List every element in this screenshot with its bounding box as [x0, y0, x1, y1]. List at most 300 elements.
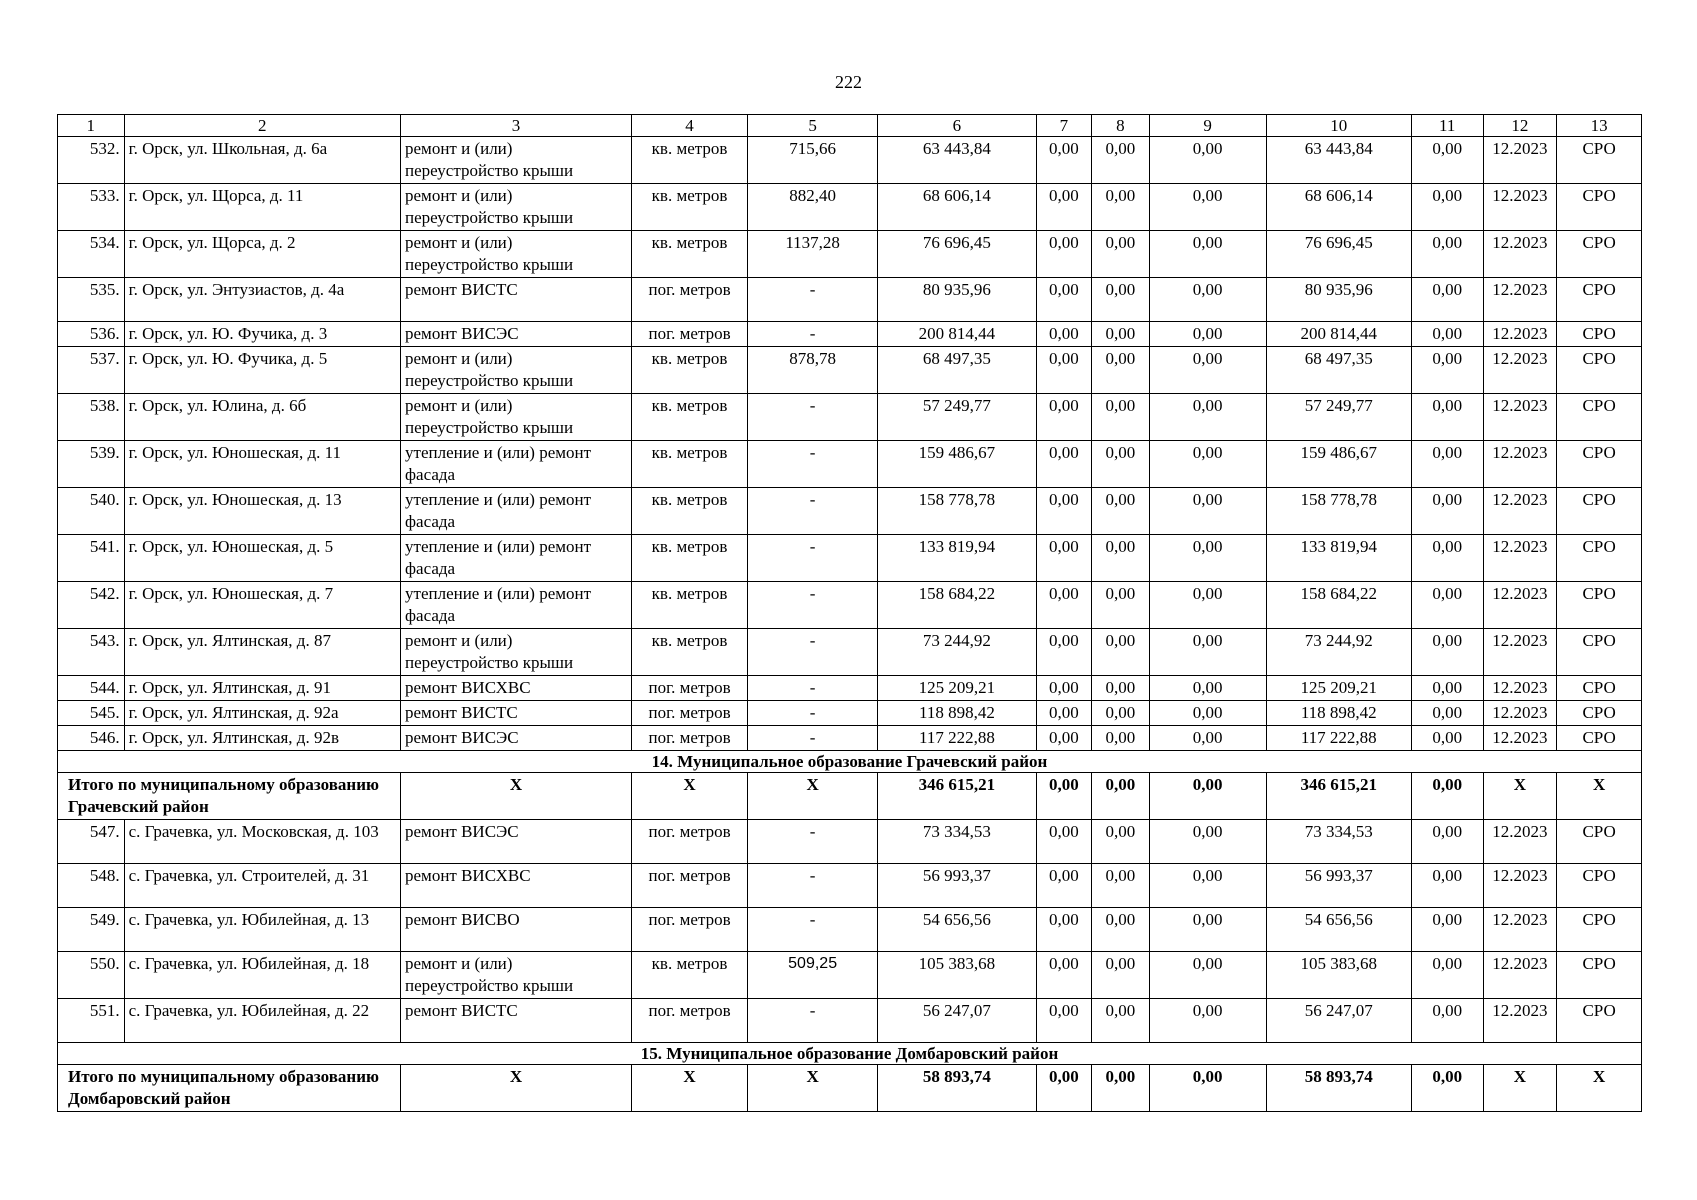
cell-address: г. Орск, ул. Юношеская, д. 13 [124, 488, 400, 535]
cell-deadline: 12.2023 [1483, 726, 1557, 751]
cell-work-type: ремонт ВИСХВС [401, 864, 632, 908]
cell-row-number: 538. [58, 394, 125, 441]
cell-fund-other: 0,00 [1411, 676, 1483, 701]
total-fund-other: 0,00 [1411, 773, 1483, 820]
column-number-2: 2 [124, 115, 400, 137]
cell-work-type: утепление и (или) ремонт фасада [401, 535, 632, 582]
cell-deadline: 12.2023 [1483, 231, 1557, 278]
cell-total-cost: 158 778,78 [878, 488, 1036, 535]
cell-deadline: 12.2023 [1483, 676, 1557, 701]
column-number-11: 11 [1411, 115, 1483, 137]
cell-deadline: 12.2023 [1483, 488, 1557, 535]
table-row [58, 999, 1642, 1043]
total-quantity: X [748, 773, 878, 820]
cell-method: СРО [1557, 676, 1642, 701]
cell-fund-mun: 0,00 [1149, 676, 1266, 701]
cell-fund-owners: 57 249,77 [1266, 394, 1411, 441]
cell-fund-reg: 0,00 [1092, 488, 1150, 535]
cell-address: с. Грачевка, ул. Строителей, д. 31 [124, 864, 400, 908]
cell-row-number: 545. [58, 701, 125, 726]
cell-quantity: - [748, 488, 878, 535]
cell-fund-owners: 56 993,37 [1266, 864, 1411, 908]
cell-fund-other: 0,00 [1411, 231, 1483, 278]
cell-fund-mun: 0,00 [1149, 535, 1266, 582]
cell-fund-owners: 63 443,84 [1266, 137, 1411, 184]
cell-deadline: 12.2023 [1483, 347, 1557, 394]
cell-fund-fed: 0,00 [1036, 952, 1091, 999]
cell-method: СРО [1557, 629, 1642, 676]
cell-deadline: 12.2023 [1483, 864, 1557, 908]
cell-row-number: 549. [58, 908, 125, 952]
cell-fund-mun: 0,00 [1149, 137, 1266, 184]
total-total-cost: 346 615,21 [878, 773, 1036, 820]
cell-deadline: 12.2023 [1483, 582, 1557, 629]
cell-deadline: 12.2023 [1483, 137, 1557, 184]
cell-work-type: ремонт ВИСЭС [401, 726, 632, 751]
cell-quantity: 1137,28 [748, 231, 878, 278]
cell-fund-mun: 0,00 [1149, 347, 1266, 394]
cell-address: г. Орск, ул. Ялтинская, д. 91 [124, 676, 400, 701]
cell-fund-other: 0,00 [1411, 820, 1483, 864]
column-number-row [58, 115, 1642, 137]
table-row [58, 137, 1642, 184]
cell-fund-fed: 0,00 [1036, 864, 1091, 908]
cell-fund-reg: 0,00 [1092, 999, 1150, 1043]
cell-work-type: утепление и (или) ремонт фасада [401, 488, 632, 535]
cell-fund-owners: 68 606,14 [1266, 184, 1411, 231]
cell-deadline: 12.2023 [1483, 535, 1557, 582]
cell-row-number: 539. [58, 441, 125, 488]
cell-fund-other: 0,00 [1411, 952, 1483, 999]
cell-work-type: ремонт и (или) переустройство крыши [401, 952, 632, 999]
cell-fund-fed: 0,00 [1036, 820, 1091, 864]
cell-fund-other: 0,00 [1411, 184, 1483, 231]
capital-repair-table [57, 114, 1642, 1112]
column-number-3: 3 [401, 115, 632, 137]
cell-quantity: - [748, 701, 878, 726]
section-heading-row [58, 1043, 1642, 1065]
column-number-1: 1 [58, 115, 125, 137]
cell-deadline: 12.2023 [1483, 820, 1557, 864]
cell-row-number: 536. [58, 322, 125, 347]
cell-fund-mun: 0,00 [1149, 629, 1266, 676]
cell-fund-other: 0,00 [1411, 629, 1483, 676]
cell-fund-reg: 0,00 [1092, 231, 1150, 278]
cell-quantity: - [748, 582, 878, 629]
total-work-type: X [401, 1065, 632, 1112]
cell-unit: пог. метров [632, 908, 748, 952]
column-number-9: 9 [1149, 115, 1266, 137]
section-title: 15. Муниципальное образование Домбаровский район [58, 1043, 1642, 1065]
cell-fund-fed: 0,00 [1036, 441, 1091, 488]
total-label: Итого по муниципальному образованию Грачевский район [58, 773, 401, 820]
cell-quantity: - [748, 676, 878, 701]
cell-fund-owners: 117 222,88 [1266, 726, 1411, 751]
cell-unit: кв. метров [632, 347, 748, 394]
cell-unit: пог. метров [632, 726, 748, 751]
cell-work-type: ремонт ВИСВО [401, 908, 632, 952]
cell-fund-fed: 0,00 [1036, 676, 1091, 701]
cell-quantity: - [748, 441, 878, 488]
cell-fund-fed: 0,00 [1036, 582, 1091, 629]
cell-fund-owners: 76 696,45 [1266, 231, 1411, 278]
table-row [58, 347, 1642, 394]
cell-work-type: ремонт и (или) переустройство крыши [401, 629, 632, 676]
cell-total-cost: 56 993,37 [878, 864, 1036, 908]
table-row [58, 952, 1642, 999]
cell-method: СРО [1557, 184, 1642, 231]
cell-fund-reg: 0,00 [1092, 676, 1150, 701]
cell-method: СРО [1557, 488, 1642, 535]
cell-address: г. Орск, ул. Юношеская, д. 11 [124, 441, 400, 488]
cell-fund-other: 0,00 [1411, 908, 1483, 952]
cell-quantity: - [748, 908, 878, 952]
cell-fund-owners: 56 247,07 [1266, 999, 1411, 1043]
cell-address: г. Орск, ул. Щорса, д. 11 [124, 184, 400, 231]
cell-unit: кв. метров [632, 488, 748, 535]
cell-deadline: 12.2023 [1483, 999, 1557, 1043]
column-number-5: 5 [748, 115, 878, 137]
cell-total-cost: 158 684,22 [878, 582, 1036, 629]
cell-fund-fed: 0,00 [1036, 488, 1091, 535]
cell-quantity: 878,78 [748, 347, 878, 394]
table-row [58, 582, 1642, 629]
cell-unit: кв. метров [632, 629, 748, 676]
cell-fund-fed: 0,00 [1036, 629, 1091, 676]
cell-fund-owners: 54 656,56 [1266, 908, 1411, 952]
cell-fund-reg: 0,00 [1092, 347, 1150, 394]
cell-fund-fed: 0,00 [1036, 701, 1091, 726]
total-work-type: X [401, 773, 632, 820]
cell-total-cost: 133 819,94 [878, 535, 1036, 582]
total-fund-owners: 346 615,21 [1266, 773, 1411, 820]
cell-method: СРО [1557, 347, 1642, 394]
cell-unit: кв. метров [632, 582, 748, 629]
cell-row-number: 542. [58, 582, 125, 629]
cell-row-number: 543. [58, 629, 125, 676]
cell-work-type: ремонт ВИСХВС [401, 676, 632, 701]
total-unit: X [632, 773, 748, 820]
cell-fund-mun: 0,00 [1149, 701, 1266, 726]
cell-fund-owners: 73 334,53 [1266, 820, 1411, 864]
cell-deadline: 12.2023 [1483, 908, 1557, 952]
cell-fund-other: 0,00 [1411, 726, 1483, 751]
cell-work-type: утепление и (или) ремонт фасада [401, 441, 632, 488]
cell-fund-other: 0,00 [1411, 441, 1483, 488]
page-number: 222 [835, 72, 862, 92]
total-fund-mun: 0,00 [1149, 1065, 1266, 1112]
cell-fund-fed: 0,00 [1036, 322, 1091, 347]
cell-fund-reg: 0,00 [1092, 952, 1150, 999]
cell-method: СРО [1557, 441, 1642, 488]
cell-fund-fed: 0,00 [1036, 726, 1091, 751]
table-row [58, 322, 1642, 347]
cell-deadline: 12.2023 [1483, 952, 1557, 999]
cell-total-cost: 105 383,68 [878, 952, 1036, 999]
cell-row-number: 534. [58, 231, 125, 278]
cell-fund-fed: 0,00 [1036, 999, 1091, 1043]
cell-work-type: ремонт ВИСЭС [401, 322, 632, 347]
cell-fund-other: 0,00 [1411, 999, 1483, 1043]
cell-method: СРО [1557, 820, 1642, 864]
cell-address: с. Грачевка, ул. Юбилейная, д. 13 [124, 908, 400, 952]
cell-fund-owners: 68 497,35 [1266, 347, 1411, 394]
cell-fund-mun: 0,00 [1149, 908, 1266, 952]
cell-fund-owners: 158 684,22 [1266, 582, 1411, 629]
table-row [58, 394, 1642, 441]
cell-fund-mun: 0,00 [1149, 231, 1266, 278]
cell-fund-other: 0,00 [1411, 347, 1483, 394]
total-quantity: X [748, 1065, 878, 1112]
section-heading-row [58, 751, 1642, 773]
cell-fund-reg: 0,00 [1092, 820, 1150, 864]
cell-method: СРО [1557, 582, 1642, 629]
cell-row-number: 535. [58, 278, 125, 322]
cell-method: СРО [1557, 952, 1642, 999]
cell-fund-other: 0,00 [1411, 394, 1483, 441]
cell-deadline: 12.2023 [1483, 278, 1557, 322]
cell-row-number: 548. [58, 864, 125, 908]
cell-method: СРО [1557, 864, 1642, 908]
total-row [58, 1065, 1642, 1112]
cell-fund-reg: 0,00 [1092, 441, 1150, 488]
cell-row-number: 533. [58, 184, 125, 231]
table-row [58, 820, 1642, 864]
total-label: Итого по муниципальному образованию Домбаровский район [58, 1065, 401, 1112]
cell-total-cost: 159 486,67 [878, 441, 1036, 488]
total-fund-other: 0,00 [1411, 1065, 1483, 1112]
cell-unit: кв. метров [632, 231, 748, 278]
cell-fund-fed: 0,00 [1036, 184, 1091, 231]
cell-fund-owners: 200 814,44 [1266, 322, 1411, 347]
cell-method: СРО [1557, 278, 1642, 322]
cell-quantity: 509,25 [748, 952, 878, 999]
cell-total-cost: 73 244,92 [878, 629, 1036, 676]
column-number-7: 7 [1036, 115, 1091, 137]
cell-address: г. Орск, ул. Энтузиастов, д. 4а [124, 278, 400, 322]
cell-unit: пог. метров [632, 701, 748, 726]
cell-unit: кв. метров [632, 535, 748, 582]
cell-fund-reg: 0,00 [1092, 535, 1150, 582]
cell-total-cost: 73 334,53 [878, 820, 1036, 864]
cell-fund-reg: 0,00 [1092, 137, 1150, 184]
cell-unit: кв. метров [632, 137, 748, 184]
cell-address: г. Орск, ул. Школьная, д. 6а [124, 137, 400, 184]
cell-quantity: - [748, 629, 878, 676]
total-fund-owners: 58 893,74 [1266, 1065, 1411, 1112]
cell-row-number: 537. [58, 347, 125, 394]
column-number-6: 6 [878, 115, 1036, 137]
cell-deadline: 12.2023 [1483, 629, 1557, 676]
cell-work-type: ремонт и (или) переустройство крыши [401, 184, 632, 231]
cell-row-number: 550. [58, 952, 125, 999]
cell-method: СРО [1557, 999, 1642, 1043]
cell-quantity: - [748, 535, 878, 582]
cell-row-number: 532. [58, 137, 125, 184]
cell-address: г. Орск, ул. Щорса, д. 2 [124, 231, 400, 278]
cell-unit: кв. метров [632, 441, 748, 488]
cell-fund-mun: 0,00 [1149, 322, 1266, 347]
cell-deadline: 12.2023 [1483, 322, 1557, 347]
cell-address: г. Орск, ул. Ялтинская, д. 92в [124, 726, 400, 751]
table-row [58, 726, 1642, 751]
cell-fund-owners: 105 383,68 [1266, 952, 1411, 999]
cell-fund-owners: 118 898,42 [1266, 701, 1411, 726]
cell-address: с. Грачевка, ул. Юбилейная, д. 18 [124, 952, 400, 999]
table-row [58, 535, 1642, 582]
cell-address: г. Орск, ул. Ялтинская, д. 87 [124, 629, 400, 676]
column-number-4: 4 [632, 115, 748, 137]
cell-address: г. Орск, ул. Ю. Фучика, д. 5 [124, 347, 400, 394]
cell-work-type: утепление и (или) ремонт фасада [401, 582, 632, 629]
cell-quantity: 715,66 [748, 137, 878, 184]
cell-unit: кв. метров [632, 184, 748, 231]
cell-row-number: 541. [58, 535, 125, 582]
cell-fund-mun: 0,00 [1149, 394, 1266, 441]
cell-unit: пог. метров [632, 999, 748, 1043]
cell-total-cost: 68 606,14 [878, 184, 1036, 231]
column-number-8: 8 [1092, 115, 1150, 137]
cell-method: СРО [1557, 137, 1642, 184]
cell-method: СРО [1557, 701, 1642, 726]
cell-fund-mun: 0,00 [1149, 184, 1266, 231]
cell-row-number: 546. [58, 726, 125, 751]
total-deadline: X [1483, 1065, 1557, 1112]
cell-method: СРО [1557, 231, 1642, 278]
cell-address: г. Орск, ул. Юношеская, д. 5 [124, 535, 400, 582]
total-method: X [1557, 1065, 1642, 1112]
cell-unit: пог. метров [632, 322, 748, 347]
cell-fund-reg: 0,00 [1092, 908, 1150, 952]
cell-work-type: ремонт и (или) переустройство крыши [401, 231, 632, 278]
cell-unit: кв. метров [632, 394, 748, 441]
cell-fund-other: 0,00 [1411, 488, 1483, 535]
cell-row-number: 547. [58, 820, 125, 864]
total-fund-fed: 0,00 [1036, 1065, 1091, 1112]
cell-fund-fed: 0,00 [1036, 137, 1091, 184]
cell-fund-fed: 0,00 [1036, 908, 1091, 952]
cell-unit: пог. метров [632, 676, 748, 701]
section-title: 14. Муниципальное образование Грачевский район [58, 751, 1642, 773]
cell-fund-fed: 0,00 [1036, 347, 1091, 394]
total-row [58, 773, 1642, 820]
cell-address: г. Орск, ул. Юношеская, д. 7 [124, 582, 400, 629]
cell-total-cost: 63 443,84 [878, 137, 1036, 184]
cell-fund-owners: 73 244,92 [1266, 629, 1411, 676]
cell-method: СРО [1557, 726, 1642, 751]
cell-fund-reg: 0,00 [1092, 701, 1150, 726]
total-deadline: X [1483, 773, 1557, 820]
total-fund-reg: 0,00 [1092, 773, 1150, 820]
cell-fund-mun: 0,00 [1149, 864, 1266, 908]
cell-fund-owners: 159 486,67 [1266, 441, 1411, 488]
cell-address: с. Грачевка, ул. Московская, д. 103 [124, 820, 400, 864]
column-number-12: 12 [1483, 115, 1557, 137]
cell-fund-owners: 125 209,21 [1266, 676, 1411, 701]
cell-fund-reg: 0,00 [1092, 864, 1150, 908]
cell-fund-owners: 158 778,78 [1266, 488, 1411, 535]
cell-quantity: - [748, 864, 878, 908]
cell-total-cost: 118 898,42 [878, 701, 1036, 726]
cell-quantity: 882,40 [748, 184, 878, 231]
table-row [58, 278, 1642, 322]
cell-work-type: ремонт и (или) переустройство крыши [401, 137, 632, 184]
cell-total-cost: 76 696,45 [878, 231, 1036, 278]
cell-fund-mun: 0,00 [1149, 441, 1266, 488]
total-fund-fed: 0,00 [1036, 773, 1091, 820]
table-row [58, 184, 1642, 231]
table-row [58, 701, 1642, 726]
table-row [58, 488, 1642, 535]
table-row [58, 441, 1642, 488]
cell-method: СРО [1557, 394, 1642, 441]
cell-method: СРО [1557, 535, 1642, 582]
cell-fund-owners: 133 819,94 [1266, 535, 1411, 582]
column-number-13: 13 [1557, 115, 1642, 137]
cell-fund-mun: 0,00 [1149, 952, 1266, 999]
cell-fund-reg: 0,00 [1092, 322, 1150, 347]
cell-fund-other: 0,00 [1411, 322, 1483, 347]
cell-deadline: 12.2023 [1483, 184, 1557, 231]
table-body [58, 115, 1642, 1112]
cell-quantity: - [748, 322, 878, 347]
cell-fund-fed: 0,00 [1036, 535, 1091, 582]
cell-unit: пог. метров [632, 820, 748, 864]
cell-method: СРО [1557, 908, 1642, 952]
cell-quantity: - [748, 394, 878, 441]
table-row [58, 629, 1642, 676]
cell-work-type: ремонт и (или) переустройство крыши [401, 394, 632, 441]
cell-work-type: ремонт и (или) переустройство крыши [401, 347, 632, 394]
cell-fund-other: 0,00 [1411, 278, 1483, 322]
column-number-10: 10 [1266, 115, 1411, 137]
cell-quantity: - [748, 278, 878, 322]
cell-fund-other: 0,00 [1411, 137, 1483, 184]
cell-fund-reg: 0,00 [1092, 629, 1150, 676]
cell-fund-mun: 0,00 [1149, 999, 1266, 1043]
cell-row-number: 540. [58, 488, 125, 535]
cell-fund-other: 0,00 [1411, 535, 1483, 582]
table-row [58, 231, 1642, 278]
cell-row-number: 544. [58, 676, 125, 701]
cell-deadline: 12.2023 [1483, 394, 1557, 441]
cell-unit: пог. метров [632, 864, 748, 908]
cell-fund-other: 0,00 [1411, 864, 1483, 908]
cell-fund-mun: 0,00 [1149, 278, 1266, 322]
cell-unit: пог. метров [632, 278, 748, 322]
cell-method: СРО [1557, 322, 1642, 347]
cell-deadline: 12.2023 [1483, 441, 1557, 488]
cell-fund-mun: 0,00 [1149, 820, 1266, 864]
cell-total-cost: 125 209,21 [878, 676, 1036, 701]
cell-quantity: - [748, 726, 878, 751]
cell-fund-reg: 0,00 [1092, 394, 1150, 441]
cell-total-cost: 56 247,07 [878, 999, 1036, 1043]
cell-total-cost: 200 814,44 [878, 322, 1036, 347]
cell-fund-reg: 0,00 [1092, 582, 1150, 629]
cell-fund-reg: 0,00 [1092, 184, 1150, 231]
cell-fund-other: 0,00 [1411, 701, 1483, 726]
cell-fund-mun: 0,00 [1149, 582, 1266, 629]
cell-fund-fed: 0,00 [1036, 394, 1091, 441]
total-unit: X [632, 1065, 748, 1112]
cell-work-type: ремонт ВИСТС [401, 701, 632, 726]
cell-fund-fed: 0,00 [1036, 278, 1091, 322]
cell-work-type: ремонт ВИСЭС [401, 820, 632, 864]
cell-total-cost: 68 497,35 [878, 347, 1036, 394]
cell-quantity: - [748, 999, 878, 1043]
cell-fund-reg: 0,00 [1092, 278, 1150, 322]
